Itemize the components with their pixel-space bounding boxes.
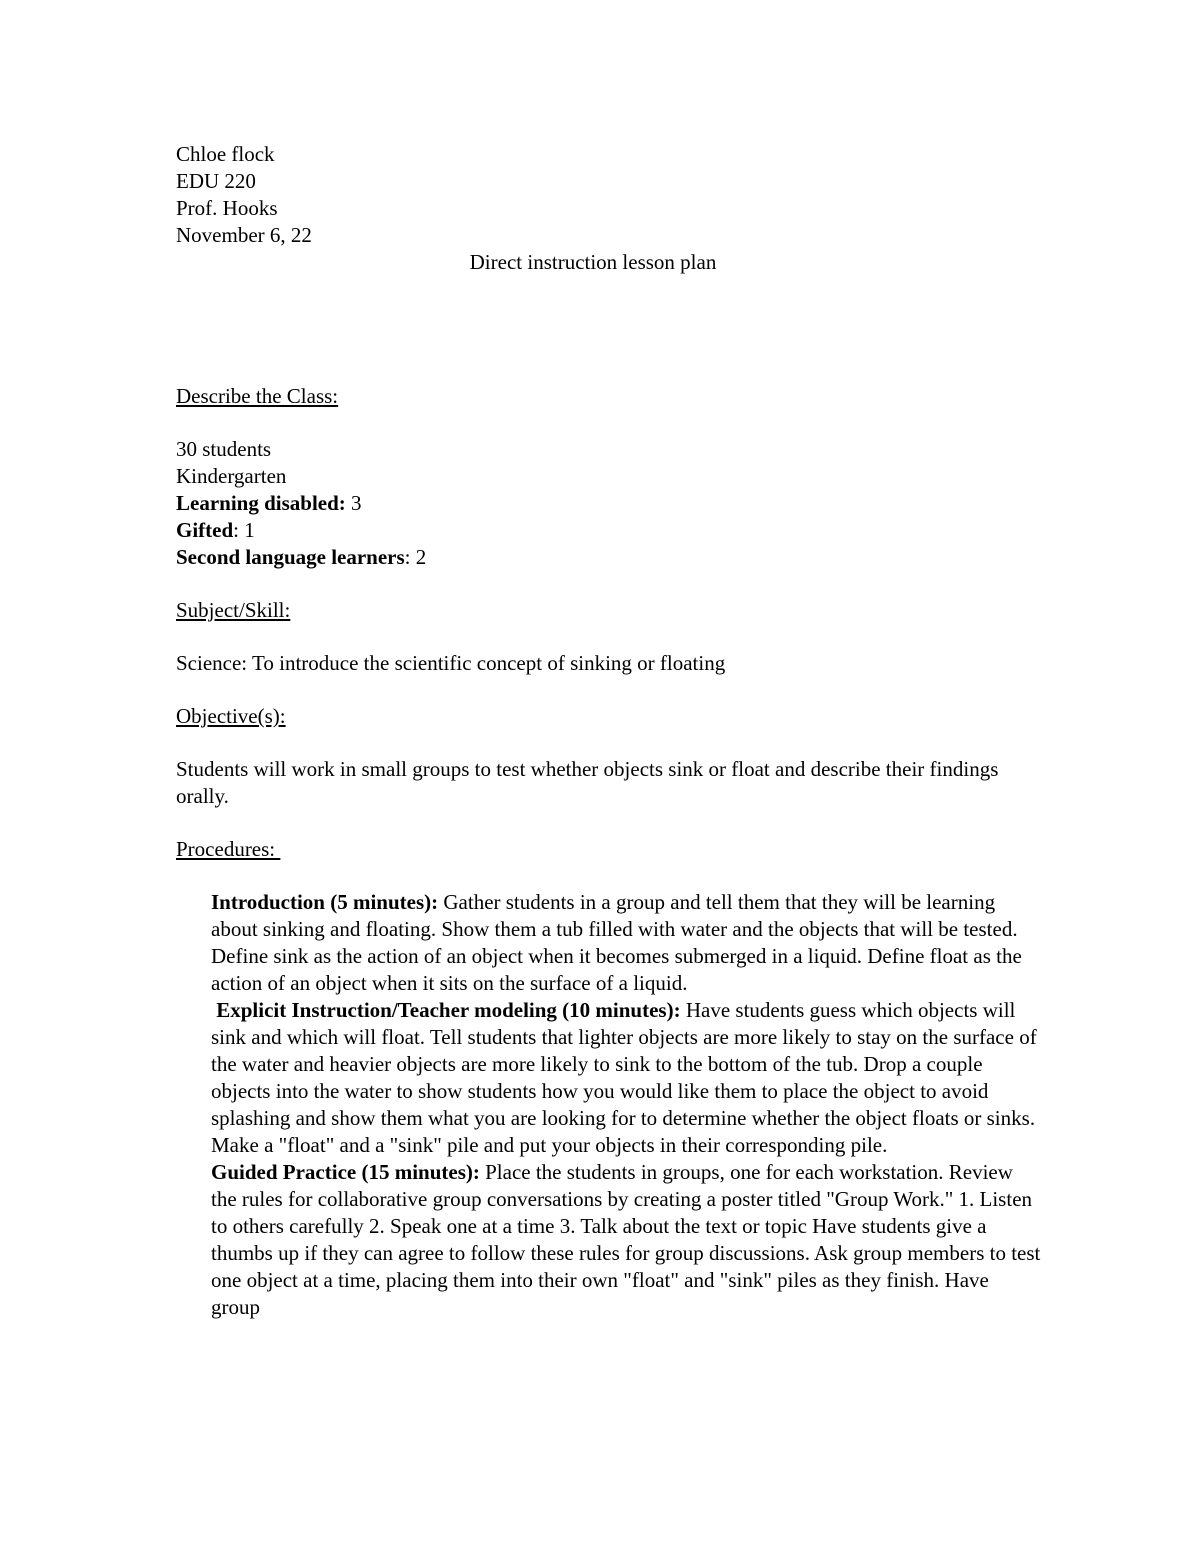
student-count: 30 students bbox=[176, 437, 272, 461]
gifted-label: Gifted bbox=[176, 518, 234, 542]
document-date: November 6, 22 bbox=[176, 223, 312, 247]
objectives-text: Students will work in small groups to test whether objects sink or float and describe their findings orally. bbox=[176, 757, 999, 808]
sll-label: Second language learners bbox=[176, 545, 405, 569]
sll-value: : 2 bbox=[404, 545, 427, 569]
describe-class-heading: Describe the Class: bbox=[176, 384, 339, 408]
guided-text: Place the students in groups, one for each workstation. Review the rules for collaborative group conversations by creating a poster titled "Group Work." 1. Listen to others carefully 2. Speak one at a time 3. Talk about the text or topic Have students give a thumbs up if they can agree to follow these rules for group discussions. Ask group members to test one object at a time, placing them into their own "float" and "sink" piles as they finish. Have group bbox=[211, 1160, 1041, 1319]
document-page bbox=[176, 141, 1041, 1321]
procedure-guided bbox=[211, 1159, 1041, 1321]
document-title: Direct instruction lesson plan bbox=[469, 250, 717, 274]
procedures-list bbox=[211, 889, 1041, 1321]
explicit-text: Have students guess which objects will sink and which will float. Tell students that lighter objects are more likely to stay on the surface of the water and heavier objects are more likely to sink to the bottom of the tub. Drop a couple objects into the water to show students how you would like them to place the object to avoid splashing and show them what you are looking for to determine whether the object floats or sinks. Make a "float" and a "sink" pile and put your objects in their corresponding pile. bbox=[211, 998, 1037, 1157]
procedure-introduction bbox=[211, 889, 1041, 997]
learning-disabled-row bbox=[176, 490, 1036, 517]
sll-row bbox=[176, 544, 1036, 571]
objectives-heading: Objective(s): bbox=[176, 704, 286, 728]
course-code: EDU 220 bbox=[176, 169, 256, 193]
grade-level: Kindergarten bbox=[176, 464, 287, 488]
procedures-heading: Procedures: bbox=[176, 837, 281, 861]
professor-name: Prof. Hooks bbox=[176, 196, 278, 220]
learning-disabled-label: Learning disabled: bbox=[176, 491, 346, 515]
procedure-explicit bbox=[211, 997, 1041, 1159]
guided-label: Guided Practice (15 minutes): bbox=[211, 1160, 480, 1184]
document-title-row bbox=[0, 249, 1036, 276]
introduction-label: Introduction (5 minutes): bbox=[211, 890, 439, 914]
explicit-label: Explicit Instruction/Teacher modeling (10 minutes): bbox=[211, 998, 681, 1022]
learning-disabled-value: 3 bbox=[345, 491, 362, 515]
gifted-row bbox=[176, 517, 1036, 544]
introduction-text: Gather students in a group and tell them that they will be learning about sinking and floating. Show them a tub filled with water and the objects that will be tested. Define sink as the action of an object when it becomes submerged in a liquid. Define float as the action of an object when it sits on the surface of a liquid. bbox=[211, 890, 1022, 995]
gifted-value: : 1 bbox=[233, 518, 255, 542]
author-name: Chloe flock bbox=[176, 142, 275, 166]
subject-text: Science: To introduce the scientific concept of sinking or floating bbox=[176, 651, 726, 675]
subject-heading: Subject/Skill: bbox=[176, 598, 291, 622]
